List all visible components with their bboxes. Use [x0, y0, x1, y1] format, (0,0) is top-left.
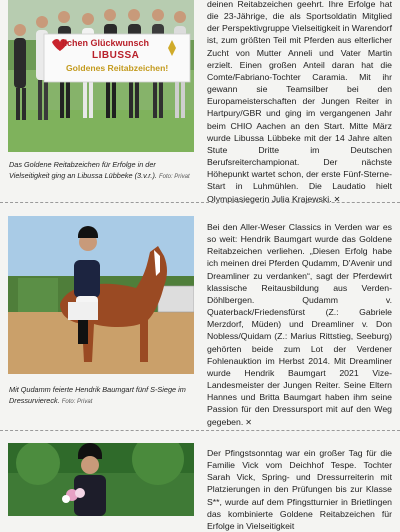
end-mark-icon: ✕ [245, 417, 252, 427]
caption-libussa-text: Das Goldene Reitabzeichen für Erfolge in der Vielseitigkeit ging an Libussa Lübbeke (3.v.r.). [9, 160, 157, 180]
article-libussa-body: deinen Reitabzeichen geehrt. Ihre Erfolge hat die 23-Jährige, die als Sportsoldatin Mitglied der Perspektivgruppe Vielseitigkeit in Warendorf ist, zum größten Teil mit Pferden aus elterlicher Zucht von Mutter Anneli und Vater Martin erzielt. Einen großen Anteil daran hat die Comte/Fabriano-Tochter Caramia. Mit ihr gewann sie Teamsilber bei den Europameisterschaften der Jungen Reiter in Hartpury/GBR und ging im vergangenen Jahr beim CHIO Aachen an den Start. Mitte März wurde Libussa Lübbeke mit der 14 Jahre alten Stute Dritte im Deutschen Berufsreiterchampionat. Der nächste Höhepunkt wartet schon, der erste Fünf-Sterne-Start in Luhmühlen. Die Laudatio hielt Olympiasiegerin Julia Krajewski. [207, 0, 392, 204]
photo-libussa-group [8, 0, 194, 152]
banner-line-1: lichen Glückwunsch [62, 38, 150, 48]
caption-libussa [9, 159, 195, 183]
section-divider [0, 202, 400, 203]
article-libussa-text [207, 0, 392, 206]
end-mark-icon: ✕ [333, 194, 341, 204]
section-divider [0, 430, 400, 431]
banner-line-3: Goldenes Reitabzeichen! [66, 63, 169, 73]
caption-libussa-credit: Foto: Privat [158, 174, 190, 180]
photo-sarah-vick [8, 443, 194, 516]
photo-hendrik-baumgart [8, 216, 194, 374]
caption-hendrik-credit: Foto: Privat [61, 399, 93, 405]
article-vick-text [207, 447, 392, 532]
article-vick-body: Der Pfingstsonntag war ein großer Tag für die Familie Vick vom Deichhof Tespe. Tochter Sarah Vick, Spring- und Dressurreiterin mit Platzierungen in den Prüfungen bis zur Klasse S**, wurde auf dem Pfingstturnier in Brietlingen das kombinierte Goldene Reitabzeichen für Erfolge in Vielseitigkeit [207, 448, 392, 531]
caption-hendrik [9, 384, 195, 408]
caption-hendrik-text: Mit Qudamm feierte Hendrik Baumgart fünf S-Siege im Dressurviereck. [9, 385, 186, 405]
banner-line-2: LIBUSSA [92, 50, 140, 61]
article-hendrik-text [207, 221, 392, 429]
article-hendrik-body: Bei den Aller-Weser Classics in Verden war es so weit: Hendrik Baumgart wurde das Goldene Reitabzeichen verliehen. „Diesen Erfolg habe ich meinen drei Pferden Qudamm, D'Avenir und Dreamliner zu verdanken“, sagt der Pferdewirt klassische Reitausbildung aus Verden-Döhlbergen. Qudamm v. Quaterback/Friedensfürst (Z.: Gabriele Merzdorf, Müden) und Dreamliner v. Don Nobless/Quidam (Z.: Marius Rittstieg, Seeburg) gehörten beide zum Lot der Verdener Fohlenauktion im Herbst 2014. Mit Dreamliner wurde Hendrik Baumgart 2021 Vize-Landesmeister der Jungen Reiter. Seine Eltern Hannes und Britta Baumgart haben ihm seine Passion für den Dressursport mit auf den Weg gegeben. [207, 222, 392, 427]
